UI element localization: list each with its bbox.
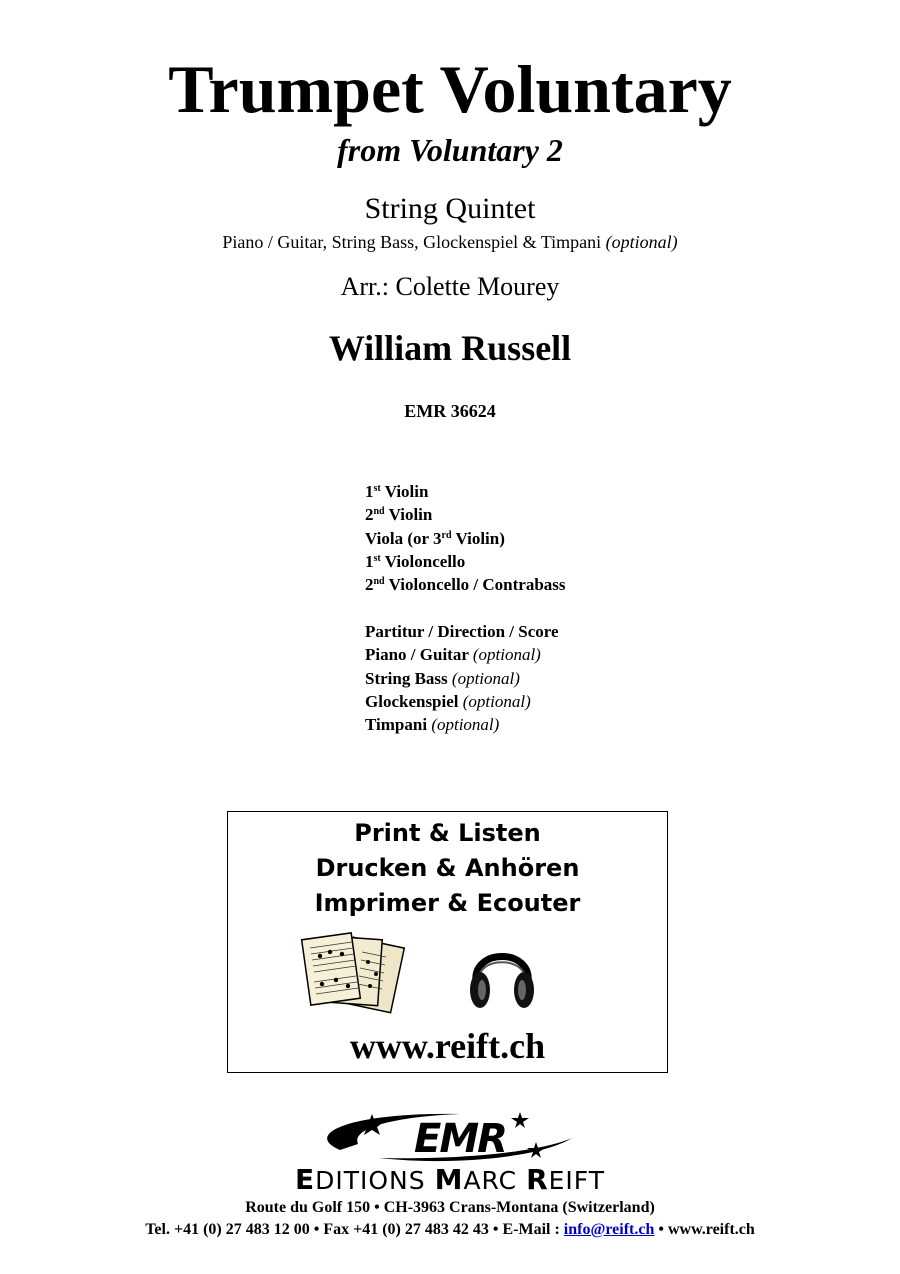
part-item: 2nd Violoncello / Contrabass [365, 575, 566, 595]
logo-text: EMR [414, 1116, 506, 1162]
subtitle: from Voluntary 2 [337, 132, 563, 168]
promo-line-de: Drucken & Anhören [315, 854, 580, 882]
parts-list [365, 480, 566, 596]
headphones-icon [466, 934, 538, 1014]
composer: William Russell [328, 328, 572, 368]
extra-parts-list [365, 620, 559, 736]
extra-part-item: String Bass (optional) [365, 668, 520, 688]
promo-url-link[interactable]: www.reift.ch [349, 1026, 546, 1066]
part-item: 2nd Violin [365, 505, 433, 525]
instruments-text: Piano / Guitar, String Bass, Glockenspiel & Timpani [222, 232, 602, 252]
extra-part-item: Glockenspiel (optional) [365, 691, 531, 711]
publisher-address: Route du Golf 150 • CH-3963 Crans-Montana (Switzerland) [245, 1199, 655, 1216]
email-link[interactable]: info@reift.ch [563, 1221, 655, 1238]
ensemble: String Quintet [364, 192, 536, 225]
optional-note: (optional) [605, 232, 678, 252]
promo-line-en: Print & Listen [354, 819, 541, 847]
emr-logo [310, 1108, 590, 1164]
instruments-line [0, 230, 900, 254]
print-listen-box [227, 811, 668, 1073]
part-item: Viola (or 3rd Violin) [365, 528, 505, 548]
arranger: Arr.: Colette Mourey [340, 272, 560, 301]
promo-line-fr: Imprimer & Ecouter [314, 889, 581, 917]
page-title: Trumpet Voluntary [168, 51, 732, 127]
part-item: 1st Violin [365, 482, 429, 501]
sheet-music-icon [300, 932, 412, 1018]
extra-part-item: Timpani (optional) [365, 715, 500, 735]
extra-part-item: Partitur / Direction / Score [365, 622, 559, 641]
publisher-name: EDITIONS MARC REIFT [294, 1163, 606, 1196]
publisher-contact: Tel. +41 (0) 27 483 12 00 • Fax +41 (0) 27 483 42 43 • E-Mail : info@reift.ch • www.reift.ch [145, 1221, 755, 1238]
extra-part-item: Piano / Guitar (optional) [365, 645, 541, 665]
catalog-number: EMR 36624 [404, 401, 496, 421]
part-item: 1st Violoncello [365, 551, 466, 571]
